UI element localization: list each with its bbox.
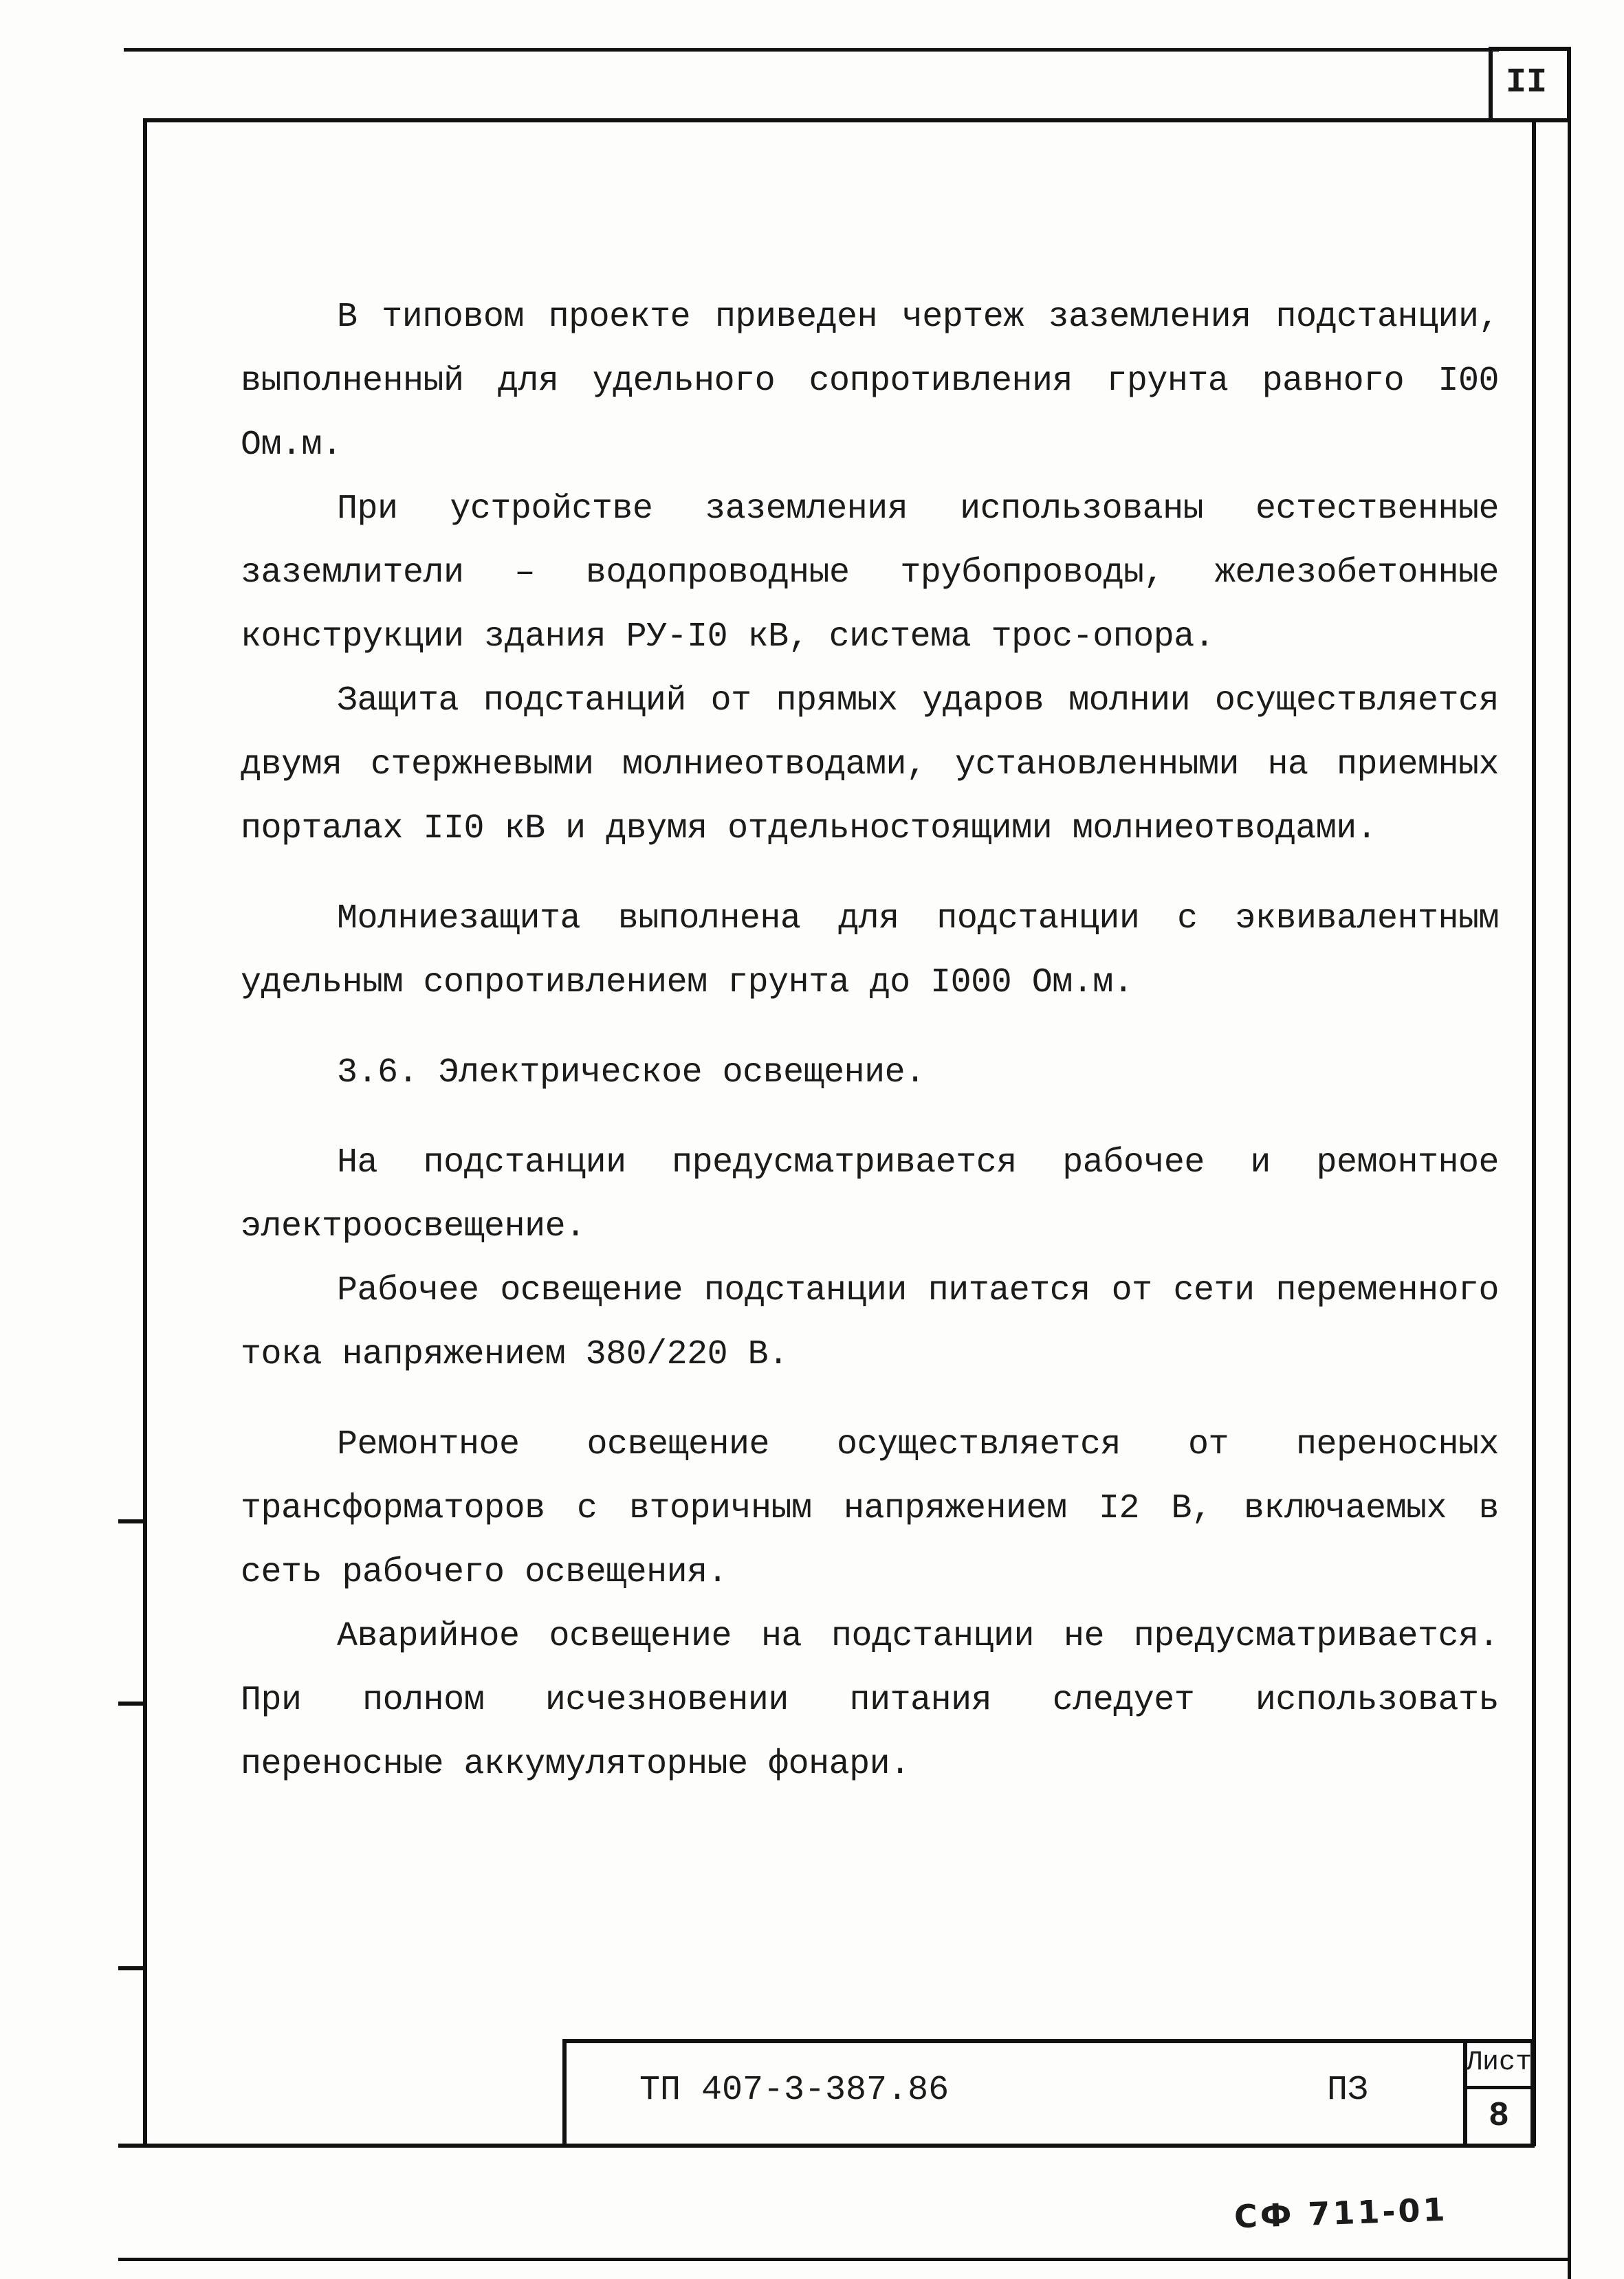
document-body (241, 285, 1499, 1796)
paragraph-lightning-resistance: Молниезащита выполнена для подстанции с эквивалентным удельным сопротивлением грунта до I000 Ом.м. (241, 899, 1499, 1002)
frame-right-outer (1568, 48, 1571, 2279)
archive-mark: СФ 711-01 (1233, 2190, 1449, 2236)
section-code: ПЗ (1327, 2071, 1369, 2110)
sheet-cell-divider (1463, 2086, 1535, 2089)
margin-tick (118, 1702, 146, 1706)
section-heading: 3.6. Электрическое освещение. (337, 1053, 925, 1092)
frame-top (143, 118, 1552, 122)
paragraph-lightning-protection: Защита подстанций от прямых ударов молнии осуществляется двумя стержневыми молниеотводами, установленными на приемных порталах II0 кВ и двумя отдельностоящими молниеотводами. (241, 681, 1499, 848)
top-rule (124, 48, 1499, 52)
paragraph-working-lighting: Рабочее освещение подстанции питается от сети переменного тока напряжением 380/220 В. (241, 1271, 1499, 1374)
paragraph-natural-earthing: При устройстве заземления использованы естественные заземлители – водопроводные трубопроводы, железобетонные конструкции здания РУ-I0 кВ, система трос-опора. (241, 489, 1499, 657)
document-code: ТП 407-3-387.86 (639, 2071, 950, 2110)
paragraph-repair-lighting: Ремонтное освещение осуществляется от переносных трансформаторов с вторичным напряжением I2 В, включаемых в сеть рабочего освещения. (241, 1425, 1499, 1592)
frame-right-inner (1532, 118, 1536, 2146)
paragraph-grounding-drawing: В типовом проекте приведен чертеж заземления подстанции, выполненный для удельного сопротивления грунта равного I00 Ом.м. (241, 298, 1499, 465)
sheet-label: Лист (1466, 2047, 1533, 2078)
bottom-rule (118, 2258, 1570, 2261)
corner-sheet-number: II (1506, 63, 1548, 102)
margin-tick (118, 1519, 146, 1523)
paragraph-lighting-types: На подстанции предусматривается рабочее и ремонтное электроосвещение. (241, 1143, 1499, 1246)
paragraph-emergency-lighting: Аварийное освещение на подстанции не предусматривается. При полном исчезновении питания следует использовать переносные аккумуляторные фонари. (241, 1617, 1499, 1784)
sheet-number: 8 (1489, 2097, 1510, 2136)
frame-left (143, 118, 147, 2146)
margin-tick (118, 1966, 146, 1970)
